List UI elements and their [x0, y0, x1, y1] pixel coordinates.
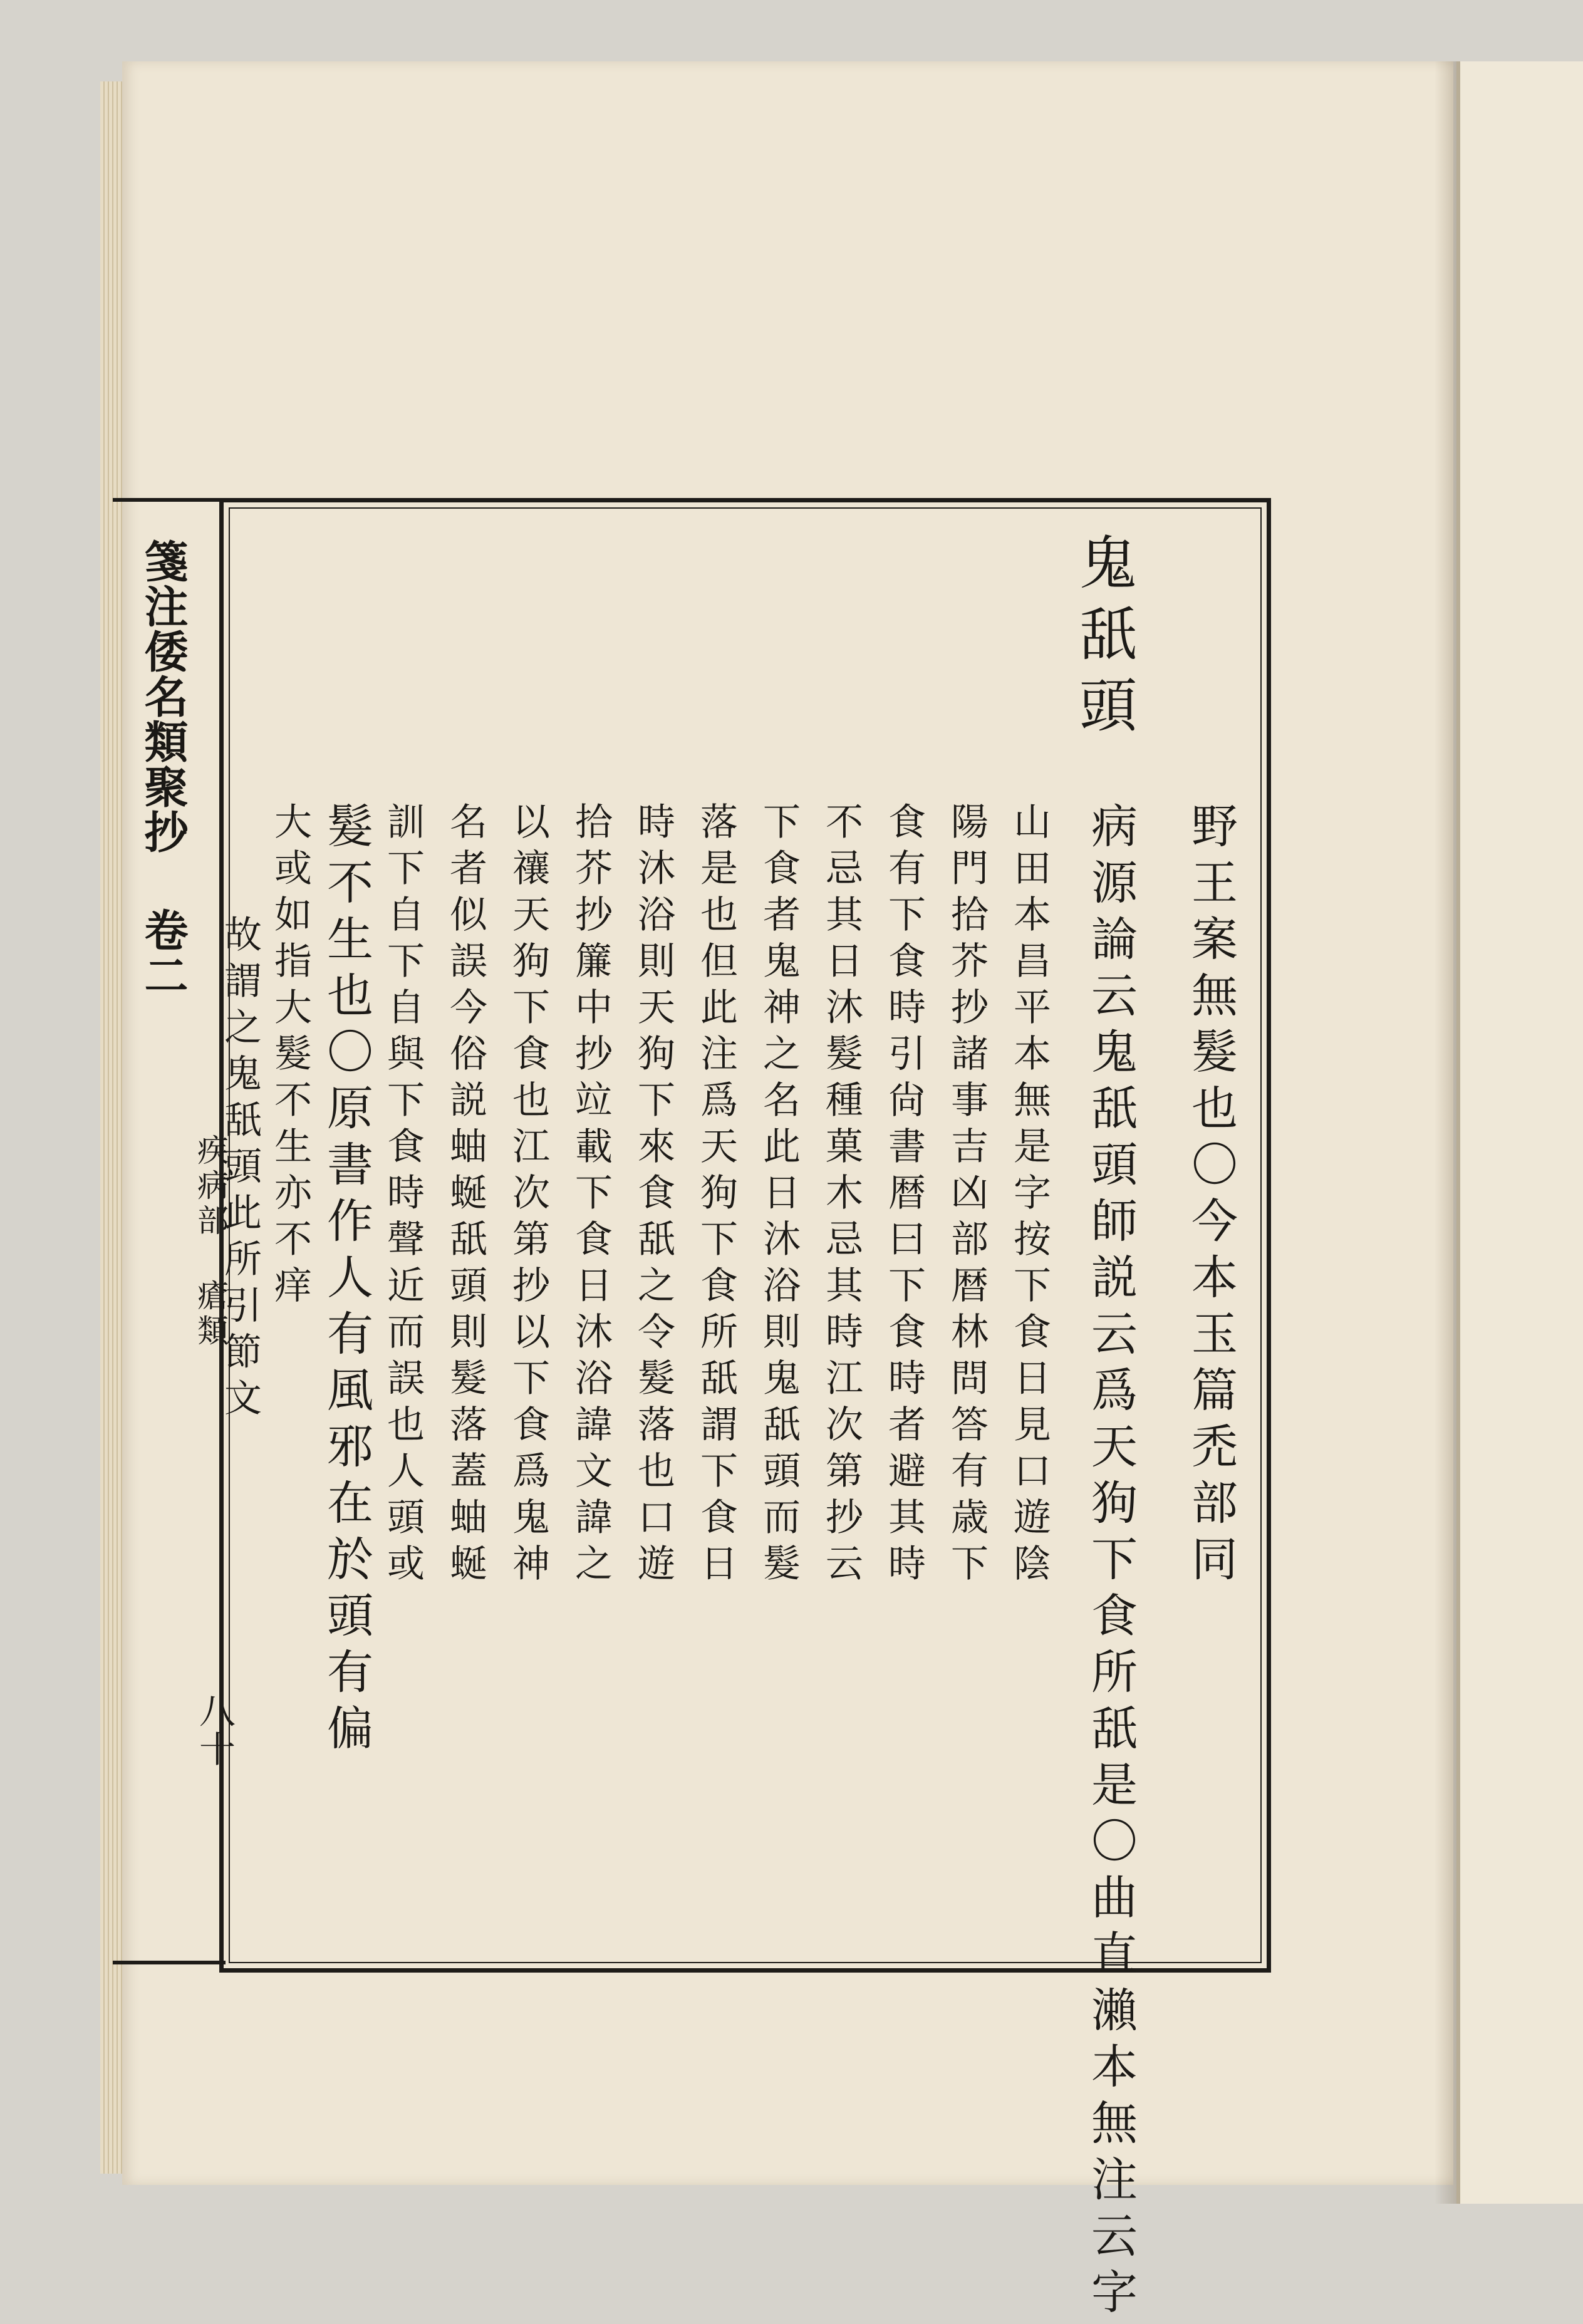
- section-label: 疾病部 瘡類: [192, 1134, 229, 1349]
- text-column: 時沐浴則天狗下來食舐之令髮落也口遊: [631, 802, 675, 1590]
- entry-heading: 鬼舐頭: [1070, 532, 1137, 747]
- text-column: 野王案無髮也〇今本玉篇禿部同: [1184, 802, 1238, 1591]
- text-column: 以禳天狗下食也江次第抄以下食爲鬼神: [506, 802, 550, 1590]
- book-title: 箋注倭名類聚抄 卷二: [137, 539, 189, 998]
- text-column: 山田本昌平本無是字按下食日見口遊陰: [1007, 802, 1051, 1590]
- text-column: 食有下食時引尙書暦曰下食時者避其時: [882, 802, 926, 1590]
- text-column: 陽門拾芥抄諸事吉凶部暦林問答有歳下: [945, 802, 989, 1590]
- text-column: 髮不生也〇原書作人有風邪在於頭有偏: [319, 802, 373, 1760]
- page-number: 八十: [193, 1691, 236, 1769]
- text-column: 病源論云鬼舐頭師説云爲天狗下食所舐是〇曲直瀨本無注云字: [1084, 802, 1138, 2324]
- text-column: 不忌其日沐髮種菓木忌其時江次第抄云: [819, 802, 863, 1590]
- text-column: 故謂之鬼舐頭此所引節文: [218, 915, 262, 1424]
- hanshin-rule-top: [113, 498, 226, 502]
- facing-page: [1456, 61, 1583, 2204]
- text-column: 訓下自下自與下食時聲近而誤也人頭或: [381, 802, 425, 1590]
- text-column: 下食者鬼神之名此日沐浴則鬼舐頭而髮: [757, 802, 801, 1590]
- text-column: 名者似誤今俗説蚰蜒舐頭則髮落蓋蚰蜒: [444, 802, 487, 1590]
- text-column: 落是也但此注爲天狗下食所舐謂下食日: [694, 802, 738, 1590]
- gutter-shadow: [1435, 61, 1460, 2204]
- text-column: 拾芥抄簾中抄竝載下食日沐浴諱文諱之: [569, 802, 613, 1590]
- text-column: 大或如指大髮不生亦不痒: [268, 802, 312, 1312]
- hanshin-rule-bottom: [113, 1961, 226, 1964]
